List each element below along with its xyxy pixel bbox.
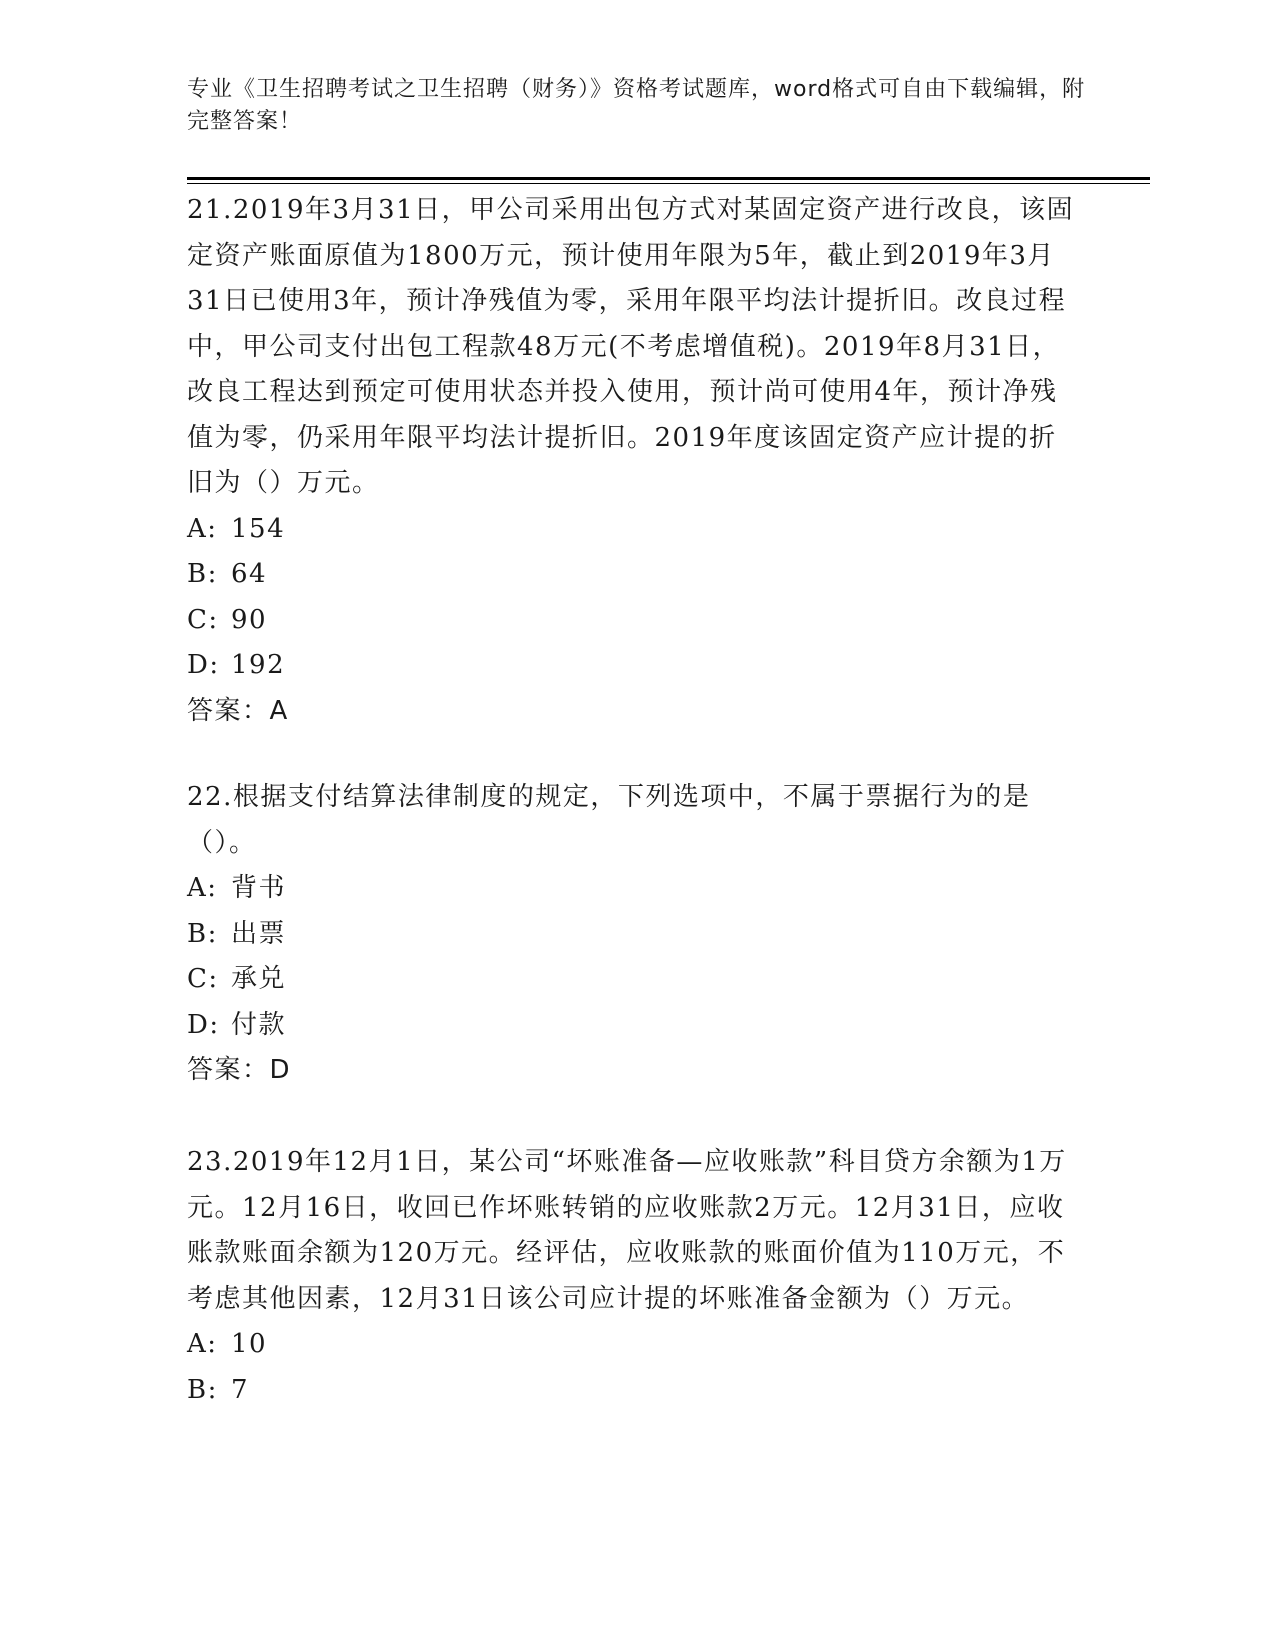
option-key: B: — [187, 559, 218, 589]
option-key: C: — [187, 604, 219, 635]
question-23 — [187, 1140, 1077, 1413]
question-22 — [187, 775, 1077, 1094]
option-key: D: — [187, 1009, 220, 1040]
option-text: 承兑 — [231, 964, 287, 994]
option-b — [187, 552, 1077, 598]
option-text: 出票 — [231, 918, 287, 949]
header-divider-thick — [187, 177, 1150, 180]
option-d — [187, 643, 1077, 689]
question-stem: 23.2019年12月1日，某公司“坏账准备—应收账款”科目贷方余额为1万元。12月16日，收回已作坏账转销的应收账款2万元。12月31日，应收账款账面余额为120万元。经评估，应收账款的账面价值为110万元，不考虑其他因素，12月31日该公司应计提的坏账准备金额为（）万元。 — [187, 1147, 1067, 1314]
option-text: 7 — [231, 1374, 250, 1405]
document-header: 专业《卫生招聘考试之卫生招聘（财务）》资格考试题库，word格式可自由下载编辑，附完整答案！ — [187, 77, 1086, 134]
option-d — [187, 1003, 1077, 1049]
option-a — [187, 507, 1077, 553]
option-b — [187, 1368, 1077, 1414]
header-divider-thin — [187, 183, 1150, 184]
option-a — [187, 866, 1077, 912]
option-key: A: — [187, 1329, 218, 1359]
option-text: 背书 — [231, 873, 287, 903]
option-key: A: — [187, 513, 218, 544]
option-a — [187, 1322, 1077, 1368]
option-c — [187, 598, 1077, 644]
option-key: A: — [187, 873, 218, 903]
answer-line: 答案：D — [187, 1055, 292, 1085]
option-c — [187, 957, 1077, 1003]
option-key: B: — [187, 1374, 218, 1405]
question-stem: 21.2019年3月31日，甲公司采用出包方式对某固定资产进行改良，该固定资产账面原值为1800万元，预计使用年限为5年，截止到2019年3月31日已使用3年，预计净残值为零，采用年限平均法计提折旧。改良过程中，甲公司支付出包工程款48万元(不考虑增值税)。2019年8月31日，改良工程达到预定可使用状态并投入使用，预计尚可使用4年，预计净残值为零，仍采用年限平均法计提折旧。2019年度该固定资产应计提的折旧为（）万元。 — [187, 195, 1075, 498]
option-text: 付款 — [231, 1009, 287, 1040]
option-key: B: — [187, 918, 218, 949]
option-key: D: — [187, 650, 220, 680]
option-text: 64 — [231, 559, 268, 589]
option-text: 10 — [231, 1329, 268, 1359]
option-text: 90 — [231, 604, 268, 635]
option-key: C: — [187, 964, 219, 994]
option-text: 154 — [231, 513, 286, 544]
option-text: 192 — [231, 650, 286, 680]
question-stem: 22.根据支付结算法律制度的规定，下列选项中，不属于票据行为的是（）。 — [187, 782, 1031, 858]
question-21 — [187, 188, 1077, 734]
option-b — [187, 912, 1077, 958]
answer-line: 答案：A — [187, 695, 289, 726]
